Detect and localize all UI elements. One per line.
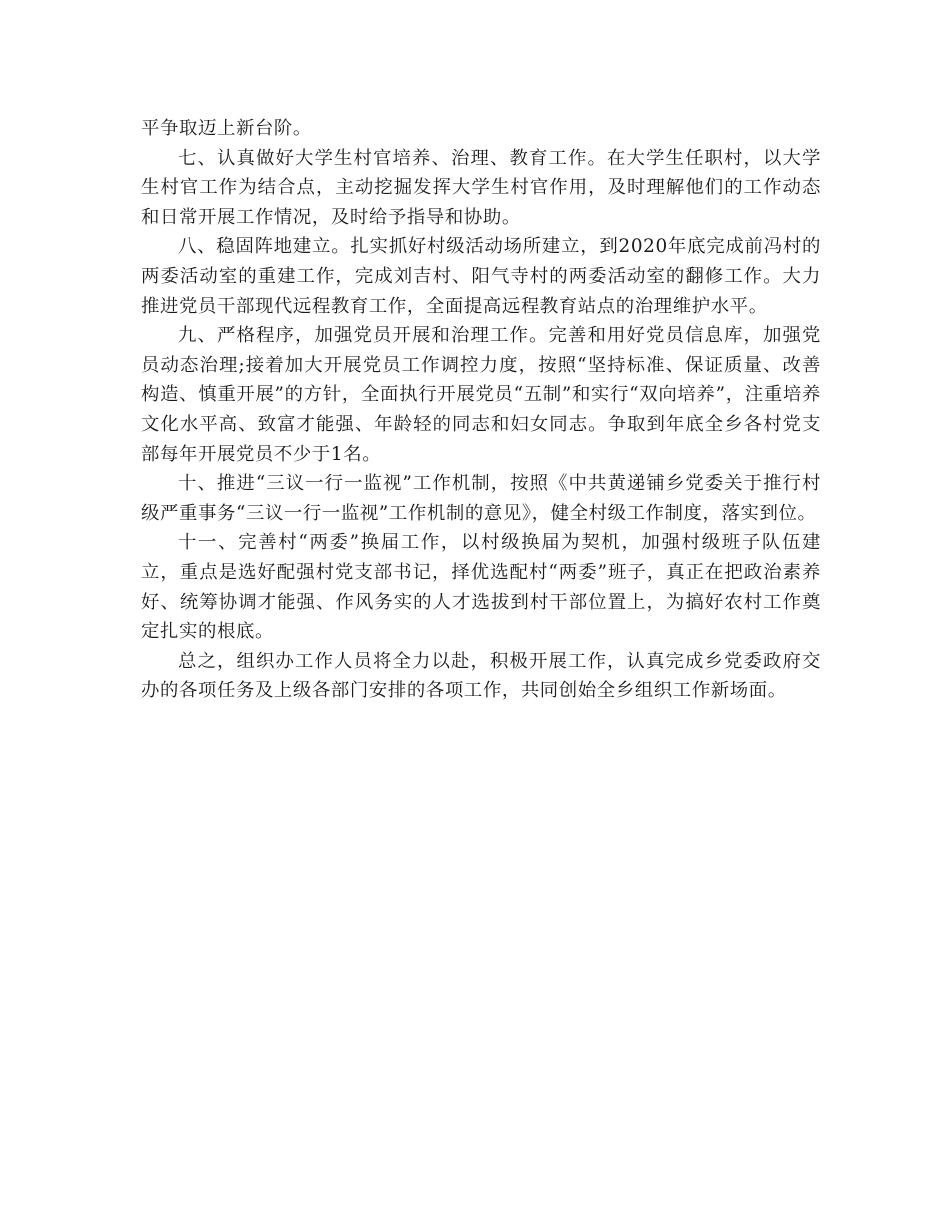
paragraph-continuation: 平争取迈上新台阶。	[141, 118, 312, 139]
paragraph-item-10: 十、推进“三议一行一监视”工作机制，按照《中共黄递铺乡党委关于推行村级严重事务“三议一行一监视”工作机制的意见》，健全村级工作制度，落实到位。	[141, 473, 821, 524]
paragraph-item-7: 七、认真做好大学生村官培养、治理、教育工作。在大学生任职村，以大学生村官工作为结合点，主动挖掘发挥大学生村官作用，及时理解他们的工作动态和日常开展工作情况，及时给予指导和协助。	[141, 147, 821, 228]
paragraph-conclusion: 总之，组织办工作人员将全力以赴，积极开展工作，认真完成乡党委政府交办的各项任务及上级各部门安排的各项工作，共同创始全乡组织工作新场面。	[141, 650, 821, 702]
paragraph-item-9: 九、严格程序，加强党员开展和治理工作。完善和用好党员信息库，加强党员动态治理;接着加大开展党员工作调控力度，按照“坚持标准、保证质量、改善构造、慎重开展”的方针，全面执行开展党员“五制”和实行“双向培养”，注重培养文化水平高、致富才能强、年龄轻的同志和妇女同志。争取到年底全乡各村党支部每年开展党员不少于1名。	[141, 325, 821, 465]
paragraph-item-11: 十一、完善村“两委”换届工作，以村级换届为契机，加强村级班子队伍建立，重点是选好配强村党支部书记，择优选配村“两委”班子，真正在把政治素养好、统筹协调才能强、作风务实的人才选拔到村干部位置上，为搞好农村工作奠定扎实的根底。	[141, 532, 821, 643]
paragraph-item-8: 八、稳固阵地建立。扎实抓好村级活动场所建立，到2020年底完成前冯村的两委活动室的重建工作，完成刘吉村、阳气寺村的两委活动室的翻修工作。大力推进党员干部现代远程教育工作，全面提高远程教育站点的治理维护水平。	[141, 236, 821, 317]
document-body	[141, 114, 821, 706]
